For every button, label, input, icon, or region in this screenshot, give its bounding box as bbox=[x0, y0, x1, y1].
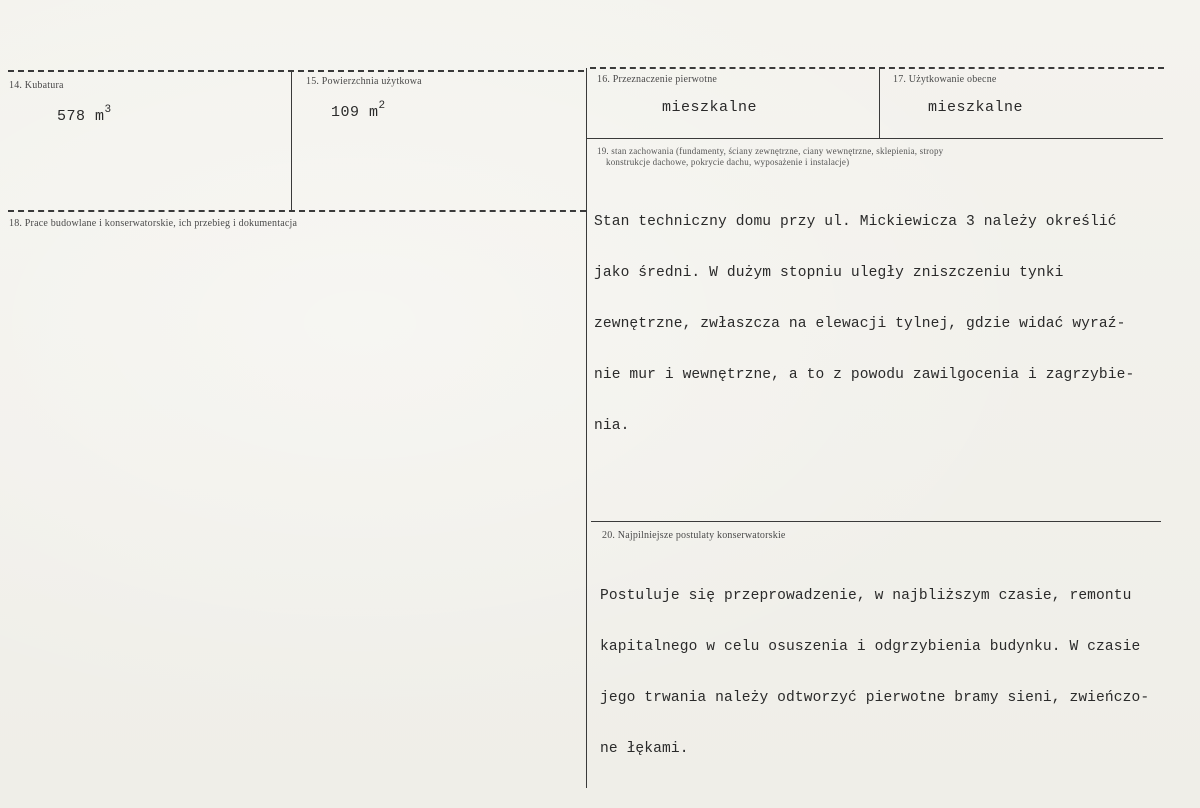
field-14-value bbox=[57, 106, 112, 125]
top-rule-right bbox=[590, 67, 1164, 69]
field-20-label: 20. Najpilniejsze postulaty konserwatorskie bbox=[602, 530, 786, 541]
field-18-label: 18. Prace budowlane i konserwatorskie, ich przebieg i dokumentacja bbox=[9, 218, 298, 229]
divider-center bbox=[586, 68, 587, 788]
divider-16-17 bbox=[879, 68, 880, 138]
powierzchnia-exponent: 2 bbox=[378, 100, 386, 112]
field-20-text bbox=[600, 554, 1149, 792]
rule-below-14-15 bbox=[8, 210, 586, 212]
text-line: zewnętrzne, zwłaszcza na elewacji tylnej, gdzie widać wyraź- bbox=[594, 316, 1126, 332]
text-line: Stan techniczny domu przy ul. Mickiewicza 3 należy określić bbox=[594, 214, 1117, 230]
kubatura-exponent: 3 bbox=[104, 104, 112, 116]
powierzchnia-value: 109 m bbox=[331, 104, 379, 121]
text-line: jego trwania należy odtworzyć pierwotne bramy sieni, zwieńczo- bbox=[600, 690, 1150, 706]
field-17-label: 17. Użytkowanie obecne bbox=[893, 74, 997, 85]
text-line: nia. bbox=[594, 418, 630, 434]
rule-above-20 bbox=[591, 521, 1161, 522]
field-16-label: 16. Przeznaczenie pierwotne bbox=[597, 74, 718, 85]
field-15-label: 15. Powierzchnia użytkowa bbox=[306, 76, 422, 87]
text-line: ne łękami. bbox=[600, 741, 689, 757]
text-line: Postuluje się przeprowadzenie, w najbliższym czasie, remontu bbox=[600, 588, 1132, 604]
top-rule-left bbox=[8, 70, 584, 72]
text-line: nie mur i wewnętrzne, a to z powodu zawilgocenia i zagrzybie- bbox=[594, 367, 1135, 383]
field-17-value: mieszkalne bbox=[928, 99, 1024, 116]
field-15-value bbox=[331, 102, 386, 121]
field-19-text bbox=[594, 180, 1134, 469]
field-14-label: 14. Kubatura bbox=[9, 80, 64, 91]
text-line: kapitalnego w celu osuszenia i odgrzybienia budynku. W czasie bbox=[600, 639, 1141, 655]
field-16-value: mieszkalne bbox=[662, 99, 758, 116]
text-line: jako średni. W dużym stopniu uległy zniszczeniu tynki bbox=[594, 265, 1064, 281]
rule-below-16-17 bbox=[587, 138, 1163, 139]
field-19-label-line1: 19. stan zachowania (fundamenty, ściany zewnętrzne, ciany wewnętrzne, sklepienia, stropy bbox=[597, 146, 944, 156]
field-19-label-line2: konstrukcje dachowe, pokrycie dachu, wyposażenie i instalacje) bbox=[606, 157, 850, 167]
kubatura-value: 578 m bbox=[57, 108, 105, 125]
divider-14-15 bbox=[291, 72, 292, 210]
